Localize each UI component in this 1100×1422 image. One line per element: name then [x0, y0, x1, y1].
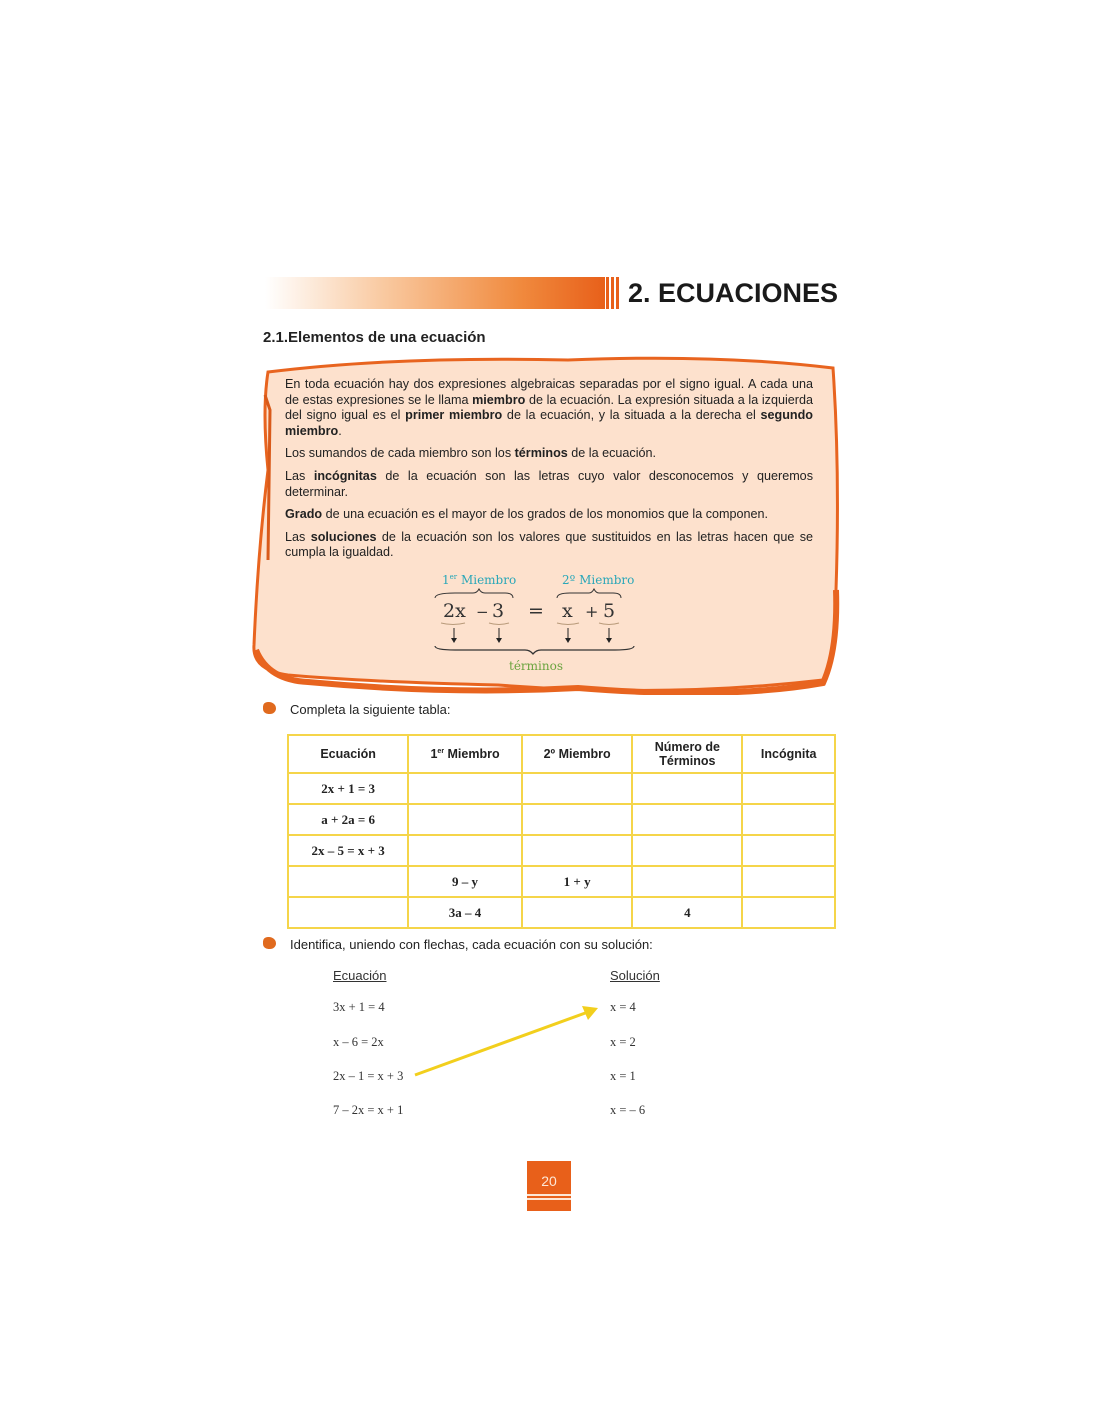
term-4: 5 — [603, 600, 616, 622]
text-span: de la ecuación son los valores que sustituidos en las letras hacen que se cumpla la igualdad. — [285, 529, 813, 560]
operator-minus: − — [476, 603, 489, 621]
equation-braces — [425, 588, 645, 658]
header-gradient-bar — [265, 277, 605, 309]
paragraph-grado — [285, 507, 813, 523]
text-span: Las — [285, 468, 314, 483]
table-cell[interactable] — [408, 773, 522, 804]
term-3: x — [562, 600, 573, 622]
bold-term: soluciones — [310, 529, 377, 544]
table-cell[interactable] — [632, 804, 742, 835]
text-span: de una ecuación es el mayor de los grados de los monomios que la componen. — [322, 507, 769, 522]
equation-item[interactable]: 2x – 1 = x + 3 — [333, 1069, 404, 1083]
connecting-arrow[interactable] — [410, 1000, 610, 1080]
column-solution-header: Solución — [610, 968, 660, 983]
label-second-member: 2º Miembro — [562, 573, 635, 587]
bold-term: términos — [514, 446, 568, 461]
table-row — [288, 866, 835, 897]
table-cell: 2x + 1 = 3 — [288, 773, 408, 804]
exercise2-instruction: Identifica, uniendo con flechas, cada ecuación con su solución: — [290, 937, 653, 952]
header-stripe — [616, 277, 619, 309]
table-cell[interactable] — [288, 897, 408, 928]
page-number — [527, 1161, 571, 1211]
table-cell[interactable] — [408, 835, 522, 866]
column-header: 2º Miembro — [522, 735, 632, 773]
table-cell: 9 – y — [408, 866, 522, 897]
text-span: de la ecuación. La expresión situada a la izquierda del signo igual es el — [285, 392, 813, 423]
table-cell[interactable] — [742, 835, 835, 866]
table-cell[interactable] — [522, 804, 632, 835]
table-cell[interactable] — [522, 773, 632, 804]
table-cell: 1 + y — [522, 866, 632, 897]
table-header-row — [288, 735, 835, 773]
header-stripe — [611, 277, 614, 309]
text-span: . — [338, 423, 342, 438]
solution-item[interactable]: x = 1 — [610, 1069, 636, 1083]
solution-item[interactable]: x = – 6 — [610, 1103, 646, 1117]
table-cell[interactable] — [632, 835, 742, 866]
text-span: de la ecuación, y la situada a la derecha el — [502, 408, 761, 423]
exercise1-instruction: Completa la siguiente tabla: — [290, 702, 451, 717]
text-span: Las — [285, 529, 311, 544]
label-first-member — [442, 573, 516, 587]
table-row — [288, 804, 835, 835]
section-title: 2.1.Elementos de una ecuación — [263, 329, 486, 346]
page-title: 2. ECUACIONES — [628, 278, 839, 308]
label-base: 1 — [442, 573, 450, 587]
label-sup: er — [449, 573, 458, 581]
definition-text — [285, 377, 813, 568]
paragraph-miembro — [285, 377, 813, 439]
table-row — [288, 835, 835, 866]
bullet-icon — [263, 702, 276, 714]
equation-item[interactable]: 7 – 2x = x + 1 — [333, 1103, 404, 1117]
h-base: 1 — [430, 747, 438, 761]
column-header — [408, 735, 522, 773]
bold-term: incógnitas — [313, 468, 377, 483]
column-header: Ecuación — [288, 735, 408, 773]
table-cell[interactable] — [522, 897, 632, 928]
table-row — [288, 773, 835, 804]
table-cell[interactable] — [632, 773, 742, 804]
table-cell[interactable] — [288, 866, 408, 897]
solution-item[interactable]: x = 4 — [610, 1000, 636, 1014]
table-cell[interactable] — [742, 804, 835, 835]
table-cell: a + 2a = 6 — [288, 804, 408, 835]
solution-item[interactable]: x = 2 — [610, 1035, 636, 1049]
equation-item[interactable]: x – 6 = 2x — [333, 1035, 384, 1049]
header-stripe — [606, 277, 609, 309]
table-cell: 3a – 4 — [408, 897, 522, 928]
page-number-text: 20 — [541, 1173, 557, 1189]
paragraph-terminos — [285, 446, 813, 462]
text-span: de la ecuación son las letras cuyo valor desconocemos y queremos determinar. — [285, 468, 813, 499]
table-cell[interactable] — [742, 773, 835, 804]
operator-plus: + — [585, 602, 599, 621]
table-cell[interactable] — [522, 835, 632, 866]
column-header: Incógnita — [742, 735, 835, 773]
bullet-icon — [263, 937, 276, 949]
bold-term: miembro — [472, 392, 526, 407]
text-span: de la ecuación. — [567, 446, 657, 461]
equation-item[interactable]: 3x + 1 = 4 — [333, 1000, 385, 1014]
column-equation-header: Ecuación — [333, 968, 387, 983]
bold-term: segundo miembro — [285, 408, 813, 438]
text-span: En toda ecuación hay dos expresiones algebraicas separadas por el signo igual. A cada una de estas expresiones se le llama — [285, 377, 813, 407]
paragraph-soluciones — [285, 530, 813, 561]
text-span: Los sumandos de cada miembro son los — [285, 446, 515, 461]
table-cell[interactable] — [742, 897, 835, 928]
table-cell: 4 — [632, 897, 742, 928]
exercise-table — [287, 734, 836, 929]
paragraph-incognitas — [285, 469, 813, 500]
h-sup: er — [437, 747, 445, 755]
label-rest: Miembro — [457, 573, 517, 587]
equals-sign: = — [528, 600, 544, 622]
bold-term: Grado — [285, 507, 323, 522]
term-1: 2x — [443, 600, 466, 622]
table-cell[interactable] — [408, 804, 522, 835]
bold-term: primer miembro — [405, 408, 503, 423]
term-2: 3 — [492, 600, 505, 622]
label-terms: términos — [509, 659, 563, 673]
table-cell[interactable] — [742, 866, 835, 897]
table-cell: 2x – 5 = x + 3 — [288, 835, 408, 866]
column-header: Número de Términos — [632, 735, 742, 773]
table-cell[interactable] — [632, 866, 742, 897]
table-row — [288, 897, 835, 928]
h-rest: Miembro — [444, 747, 500, 761]
